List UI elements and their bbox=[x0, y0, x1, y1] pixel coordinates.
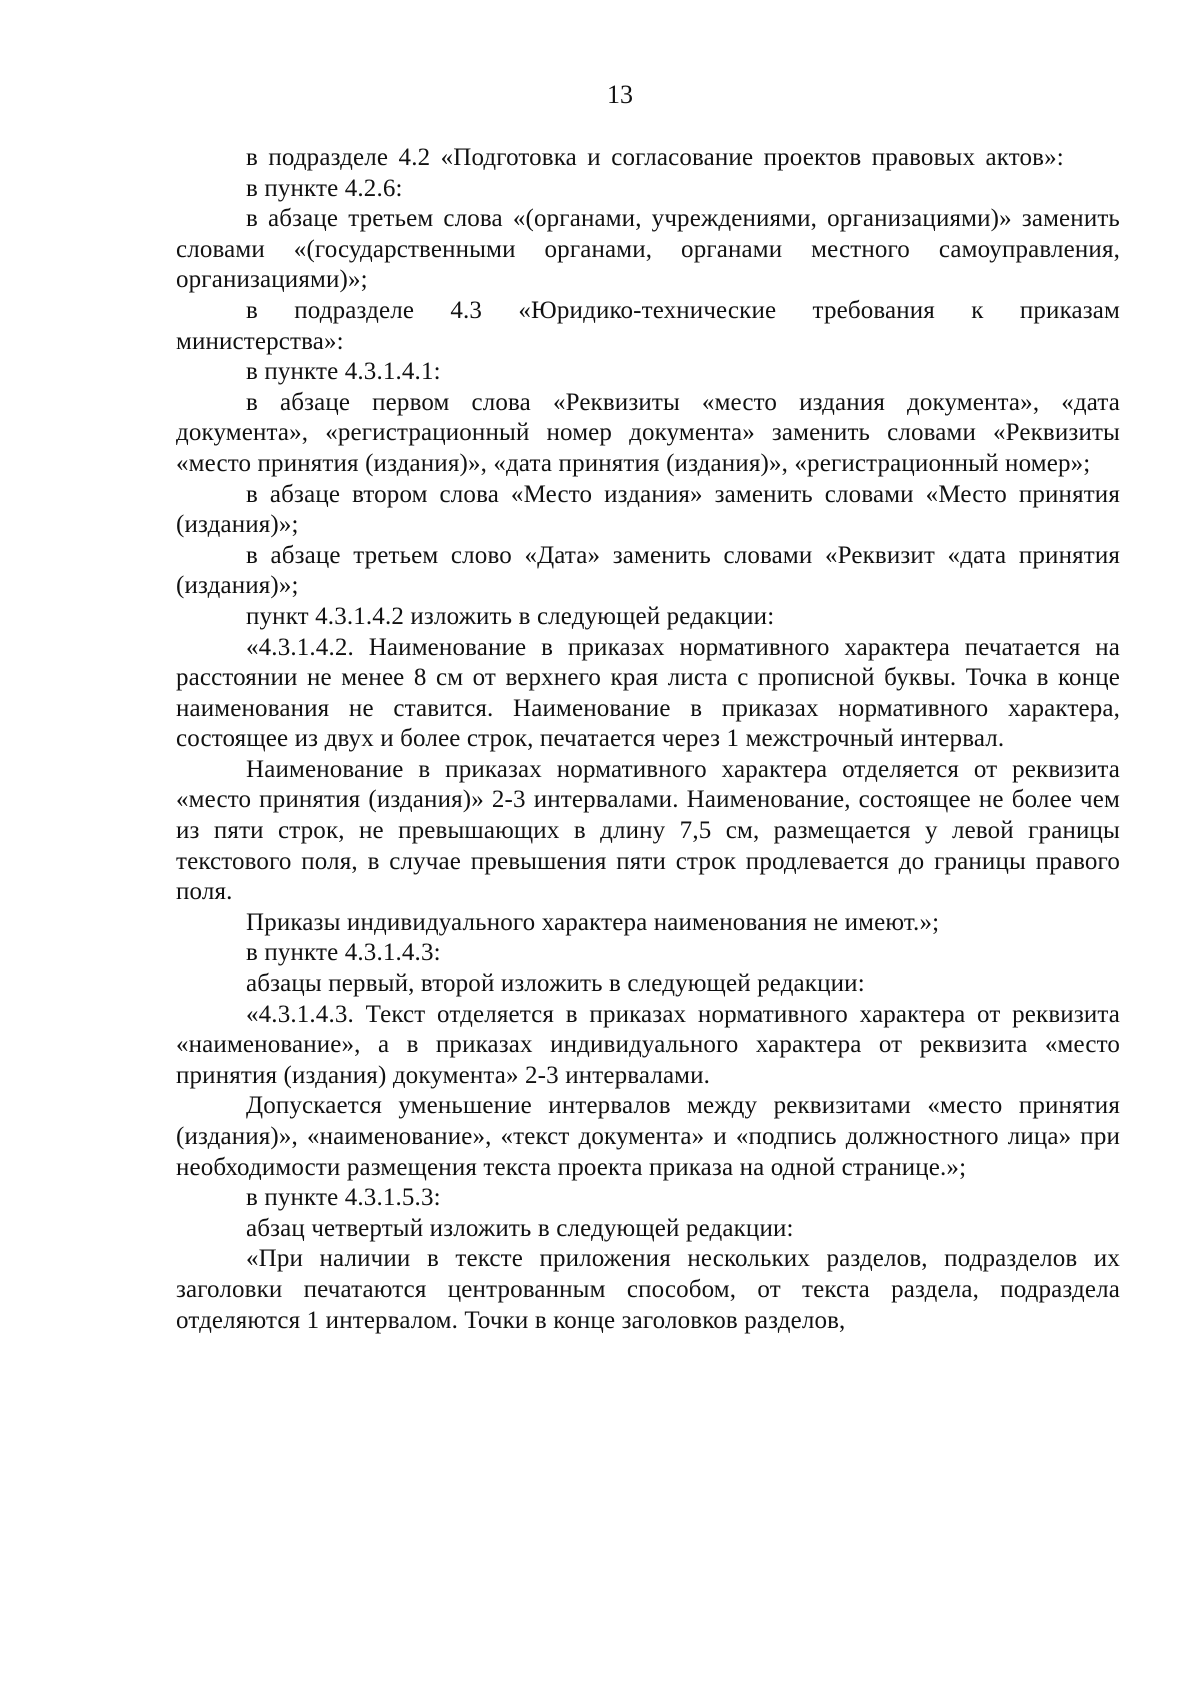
paragraph: Допускается уменьшение интервалов между реквизитами «место принятия (издания)», «наименование», «текст документа» и «подпись должностного лица» при необходимости размещения текста проекта приказа на одной странице.»; bbox=[176, 1092, 1120, 1181]
document-body bbox=[176, 143, 1120, 1336]
paragraph: в пункте 4.2.6: bbox=[246, 174, 403, 202]
paragraph: в подразделе 4.2 «Подготовка и согласование проектов правовых актов»: bbox=[246, 144, 1064, 171]
paragraph: «4.3.1.4.2. Наименование в приказах нормативного характера печатается на расстоянии не менее 8 см от верхнего края листа с прописной буквы. Точка в конце наименования не ставится. Наименование в приказах нормативного характера, состоящее из двух и более строк, печатается через 1 межстрочный интервал. bbox=[176, 633, 1120, 753]
paragraph: «4.3.1.4.3. Текст отделяется в приказах нормативного характера от реквизита «наименование», а в приказах индивидуального характера от реквизита «место принятия (издания) документа» 2-3 интервалами. bbox=[176, 1000, 1120, 1089]
paragraph: в пункте 4.3.1.4.3: bbox=[246, 939, 441, 967]
paragraph: в пункте 4.3.1.5.3: bbox=[246, 1184, 441, 1212]
paragraph: абзац четвертый изложить в следующей редакции: bbox=[246, 1214, 794, 1242]
paragraph: в подразделе 4.3 «Юридико-технические требования к приказам министерства»: bbox=[176, 296, 1120, 355]
paragraph: в абзаце третьем слова «(органами, учреждениями, организациями)» заменить словами «(государственными органами, органами местного самоуправления, организациями)»; bbox=[176, 205, 1120, 294]
page-number: 13 bbox=[607, 80, 633, 109]
paragraph: в пункте 4.3.1.4.1: bbox=[246, 358, 441, 386]
paragraph: пункт 4.3.1.4.2 изложить в следующей редакции: bbox=[246, 602, 775, 630]
paragraph: в абзаце третьем слово «Дата» заменить словами «Реквизит «дата принятия (издания)»; bbox=[176, 541, 1120, 600]
paragraph: Приказы индивидуального характера наименования не имеют.»; bbox=[246, 908, 940, 936]
paragraph: Наименование в приказах нормативного характера отделяется от реквизита «место принятия (издания)» 2-3 интервалами. Наименование, состоящее не более чем из пяти строк, не превышающих в длину 7,5 см, размещается у левой границы текстового поля, в случае превышения пяти строк продлевается до границы правого поля. bbox=[176, 755, 1120, 906]
paragraph: в абзаце первом слова «Реквизиты «место издания документа», «дата документа», «регистрационный номер документа» заменить словами «Реквизиты «место принятия (издания)», «дата принятия (издания)», «регистрационный номер»; bbox=[176, 388, 1120, 477]
paragraph: «При наличии в тексте приложения нескольких разделов, подразделов их заголовки печатаются центрованным способом, от текста раздела, подраздела отделяются 1 интервалом. Точки в конце заголовков разделов, bbox=[176, 1245, 1120, 1334]
paragraph: абзацы первый, второй изложить в следующей редакции: bbox=[246, 970, 865, 998]
paragraph: в абзаце втором слова «Место издания» заменить словами «Место принятия (издания)»; bbox=[176, 480, 1120, 539]
